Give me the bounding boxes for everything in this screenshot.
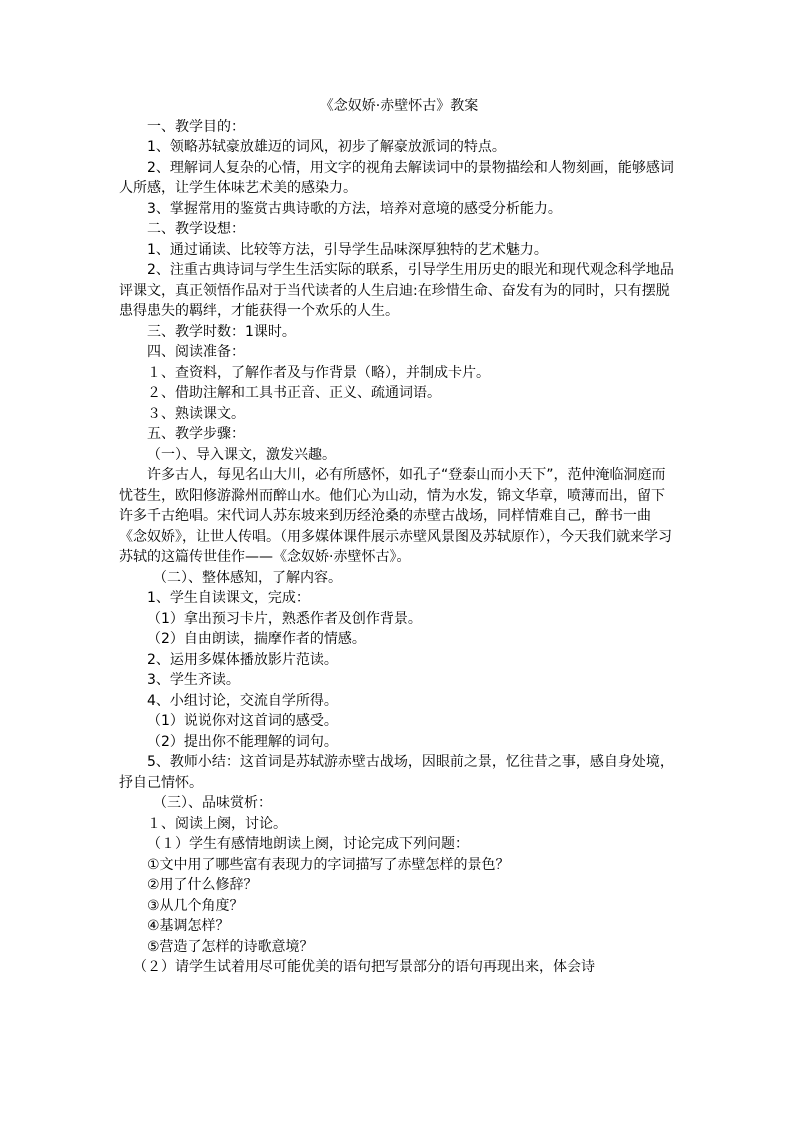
paragraph: ①文中用了哪些富有表现力的字词描写了赤壁怎样的景色？ [147,856,510,873]
paragraph: （一）、导入课文，激发兴趣。 [147,446,336,463]
paragraph: ⑤营造了怎样的诗歌意境？ [147,938,314,955]
paragraph: 3、学生齐读。 [147,672,240,688]
paragraph: 五、教学步骤： [147,426,245,442]
paragraph: （2）提出你不能理解的词句。 [147,733,338,750]
paragraph: （二）、整体感知，了解内容。 [153,569,342,586]
paragraph: （１）学生有感情地朗读上阕，讨论完成下列问题： [147,836,469,852]
paragraph: 2、理解词人复杂的心情，用文字的视角去解读词中的景物描绘和人物刻画，能够感词人所感，让学生体味艺术美的感染力。 [119,159,674,196]
paragraph: 1、领略苏轼豪放雄迈的词风，初步了解豪放派词的特点。 [147,139,506,155]
paragraph-list [119,117,677,978]
paragraph: 1、学生自读课文，完成： [147,590,310,606]
paragraph: （三）、品味赏析： [153,795,272,811]
paragraph: ②用了什么修辞？ [147,877,258,893]
paragraph: 2、注重古典诗词与学生生活实际的联系，引导学生用历史的眼光和现代观念科学地品评课文，真正领悟作品对于当代读者的人生启迪:在珍惜生命、奋发有为的同时，只有摆脱患得患失的羁绊，才能获得一个欢乐的人生。 [119,262,674,319]
document-body [119,96,677,978]
paragraph: 四、阅读准备： [147,344,245,360]
paragraph: 二、教学设想： [147,221,245,237]
paragraph: ③从几个角度？ [147,897,244,914]
paragraph: 4、小组讨论，交流自学所得。 [147,692,338,709]
paragraph: （1）说说你对这首词的感受。 [147,713,338,729]
paragraph: （2）自由朗读，揣摩作者的情感。 [147,631,366,647]
paragraph: 2、运用多媒体播放影片范读。 [147,651,338,668]
paragraph: ④基调怎样？ [147,918,230,934]
paragraph: ３、熟读课文。 [147,405,245,422]
paragraph: 许多古人，每见名山大川，必有所感怀，如孔子“登泰山而小天下”，范仲淹临洞庭而忧苍生，欧阳修游滁州而醉山水。他们心为山动，情为水发，锦文华章，喷薄而出，留下许多千古绝唱。宋代词人苏东坡来到历经沧桑的赤壁古战场，同样情难自己，醉书一曲《念奴娇》，让世人传唱。（用多媒体课件展示赤壁风景图及苏轼原作），今天我们就来学习苏轼的这篇传世佳作——《念奴娇·赤壁怀古》。 [119,467,672,565]
paragraph: （1）拿出预习卡片，熟悉作者及创作背景。 [147,610,422,627]
paragraph: 3、掌握常用的鉴赏古典诗歌的方法，培养对意境的感受分析能力。 [147,200,562,217]
paragraph: 三、教学时数：1课时。 [147,323,296,340]
document-title: 《念奴娇·赤壁怀古》教案 [319,98,479,114]
paragraph: １、查资料，了解作者及与作背景（略），并制成卡片。 [147,364,490,381]
paragraph: 1、通过诵读、比较等方法，引导学生品味深厚独特的艺术魅力。 [147,241,548,258]
paragraph: 5、教师小结：这首词是苏轼游赤壁古战场，因眼前之景，忆往昔之事，感自身处境，抒自己情怀。 [119,754,674,791]
paragraph: ２、借助注解和工具书正音、正义、疏通词语。 [147,385,441,401]
paragraph: 一、教学目的： [147,118,245,135]
paragraph: （２）请学生试着用尽可能优美的语句把写景部分的语句再现出来，体会诗 [133,959,595,975]
paragraph: １、阅读上阕，讨论。 [147,815,287,832]
